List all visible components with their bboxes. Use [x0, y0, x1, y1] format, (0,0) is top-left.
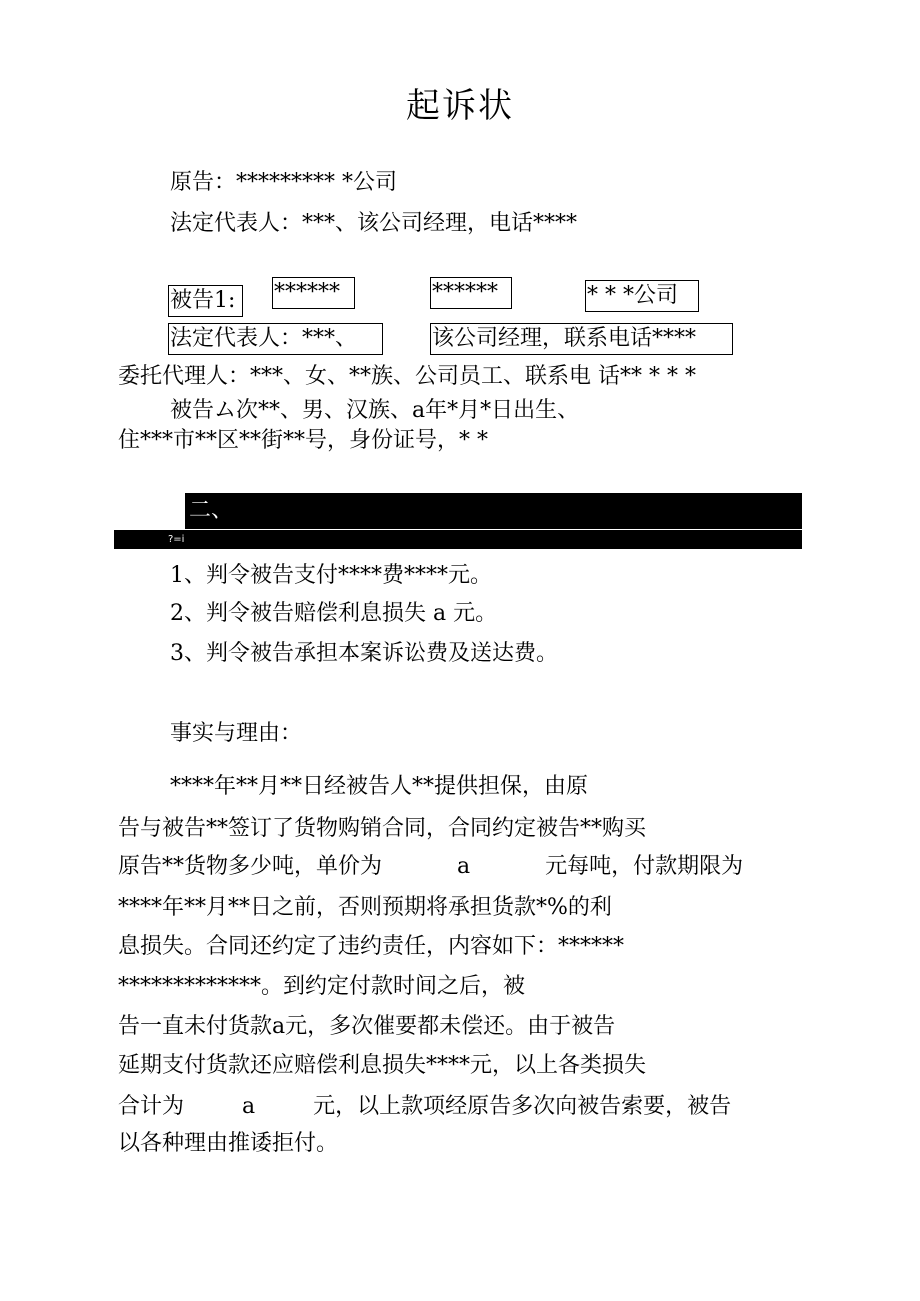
facts-line-part: 元每吨，付款期限为	[545, 854, 744, 879]
facts-line-part: a	[457, 854, 471, 879]
claim-item: 3、判令被告承担本案诉讼费及送达费。	[170, 641, 558, 666]
plaintiff-line: 原告：********* *公司	[170, 170, 397, 195]
defendant1-label: 被告1:	[168, 285, 243, 317]
agent-line: 委托代理人：***、女、**族、公司员工、联系电 话** * * *	[118, 364, 696, 389]
defendant2-address-line: 住***市**区**街**号，身份证号，* *	[118, 428, 488, 453]
facts-line: 告一直未付货款a元，多次催要都未偿还。由于被告	[118, 1014, 616, 1039]
facts-heading: 事实与理由：	[170, 721, 303, 746]
section-heading-bar	[185, 493, 802, 529]
defendant1-name-box-2: ******	[430, 277, 512, 309]
facts-line	[118, 1093, 731, 1121]
facts-line: 告与被告**签订了货物购销合同，合同约定被告**购买	[118, 816, 647, 841]
defendant2-line: 被告ム次**、男、汉族、a年*月*日出生、	[170, 398, 580, 423]
section-subheading-label: ?=i	[168, 534, 185, 545]
facts-line-part: a	[242, 1094, 256, 1119]
claim-item: 1、判令被告支付****费****元。	[170, 563, 492, 588]
facts-line: 以各种理由推诿拒付。	[118, 1131, 339, 1156]
section-heading-label: 二、	[189, 498, 234, 523]
facts-line	[118, 853, 743, 881]
facts-line-part: 合计为	[118, 1094, 185, 1119]
facts-line-part: 原告**货物多少吨，单价为	[118, 854, 383, 879]
claim-item: 2、判令被告赔偿利息损失 a 元。	[170, 601, 498, 626]
facts-line: ****年**月**日经被告人**提供担保，由原	[170, 774, 589, 799]
section-subheading-bar	[114, 530, 802, 549]
document-title: 起诉状	[406, 86, 514, 126]
defendant1-representative-box: 法定代表人：***、	[168, 323, 383, 355]
facts-line: 息损失。合同还约定了违约责任，内容如下：******	[118, 934, 625, 959]
facts-line: ****年**月**日之前，否则预期将承担货款*%的利	[118, 895, 612, 920]
facts-line: *************。到约定付款时间之后，被	[118, 974, 526, 999]
defendant1-company-box: * * *公司	[585, 280, 699, 312]
facts-line-part: 元，以上款项经原告多次向被告索要，被告	[313, 1094, 732, 1119]
defendant1-contact-box: 该公司经理，联系电话****	[430, 323, 733, 355]
defendant1-name-box-1: ******	[272, 277, 355, 309]
facts-line: 延期支付货款还应赔偿利息损失****元，以上各类损失	[118, 1053, 647, 1078]
plaintiff-representative-line: 法定代表人：***、该公司经理，电话****	[170, 211, 578, 236]
